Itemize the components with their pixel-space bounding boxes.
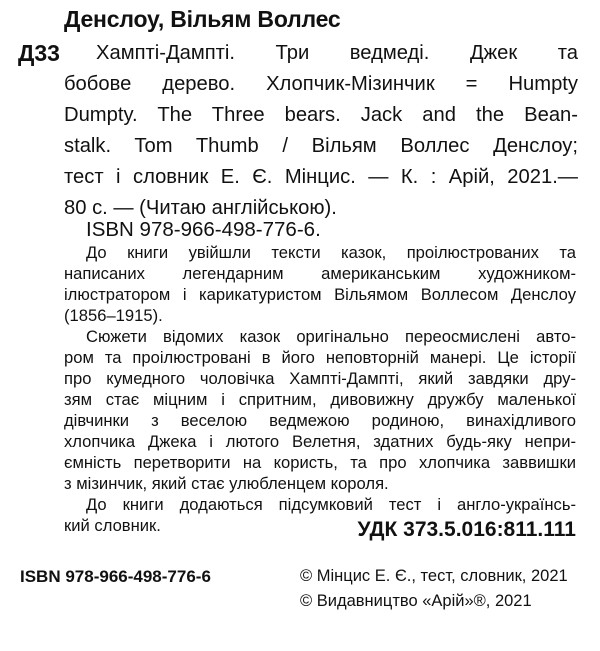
copyright-line: © Мінцис Е. Є., тест, словник, 2021 (300, 567, 568, 585)
bibliographic-line: Хампті-Дампті. Три ведмеді. Джек та (96, 42, 578, 64)
isbn-footer: ISBN 978-966-498-776-6 (20, 567, 211, 586)
annotation-line: Сюжети відомих казок оригінально переосмислені авто- (86, 327, 576, 346)
bibliographic-line: 80 с. — (Читаю англійською). (64, 197, 337, 219)
bibliographic-line: бобове дерево. Хлопчик-Мізинчик = Humpty (64, 73, 578, 95)
annotation-line: До книги додаються підсумковий тест і англо-українсь- (86, 495, 576, 514)
annotation-line: хлопчика Джека і лютого Велетня, здатних будь-яку непри- (64, 432, 576, 451)
annotation-line: з мізинчик, який стає улюбленцем короля. (64, 474, 389, 493)
annotation-line: До книги увійшли тексти казок, проілюстрованих та (86, 243, 576, 262)
copyright-line: © Видавництво «Арій»®, 2021 (300, 592, 532, 610)
udk-code: УДК 373.5.016:811.111 (357, 518, 576, 541)
annotation-line: ємність перетворити на користь, та про хлопчика заввишки (64, 453, 576, 472)
bibliographic-line: Dumpty. The Three bears. Jack and the Bean- (64, 104, 578, 126)
annotation-line: ілюстратором і карикатуристом Вільямом Воллесом Денслоу (64, 285, 576, 304)
author-heading: Денслоу, Вільям Воллес (64, 6, 341, 32)
classification-code: Д33 (18, 40, 60, 66)
annotation-line: кий словник. (64, 516, 161, 535)
isbn: ISBN 978-966-498-776-6. (86, 218, 321, 241)
annotation-line: дівчинки з веселою ведмежою родиною, винахідливого (64, 411, 576, 430)
bibliographic-line: тест і словник Е. Є. Мінцис. — К. : Арій, 2021.— (64, 166, 578, 188)
annotation-line: зям стає міцним і спритним, дивовижну дружбу маленької (64, 390, 576, 409)
annotation-line: ром та проілюстровані в його неповторній манері. Це історії (64, 348, 576, 367)
annotation-line: (1856–1915). (64, 306, 163, 325)
bibliographic-line: stalk. Tom Thumb / Вільям Воллес Денслоу; (64, 135, 578, 157)
annotation-line: написаних легендарним американським художником- (64, 264, 576, 283)
annotation-line: про кумедного чоловічка Хампті-Дампті, який завдяки дру- (64, 369, 576, 388)
